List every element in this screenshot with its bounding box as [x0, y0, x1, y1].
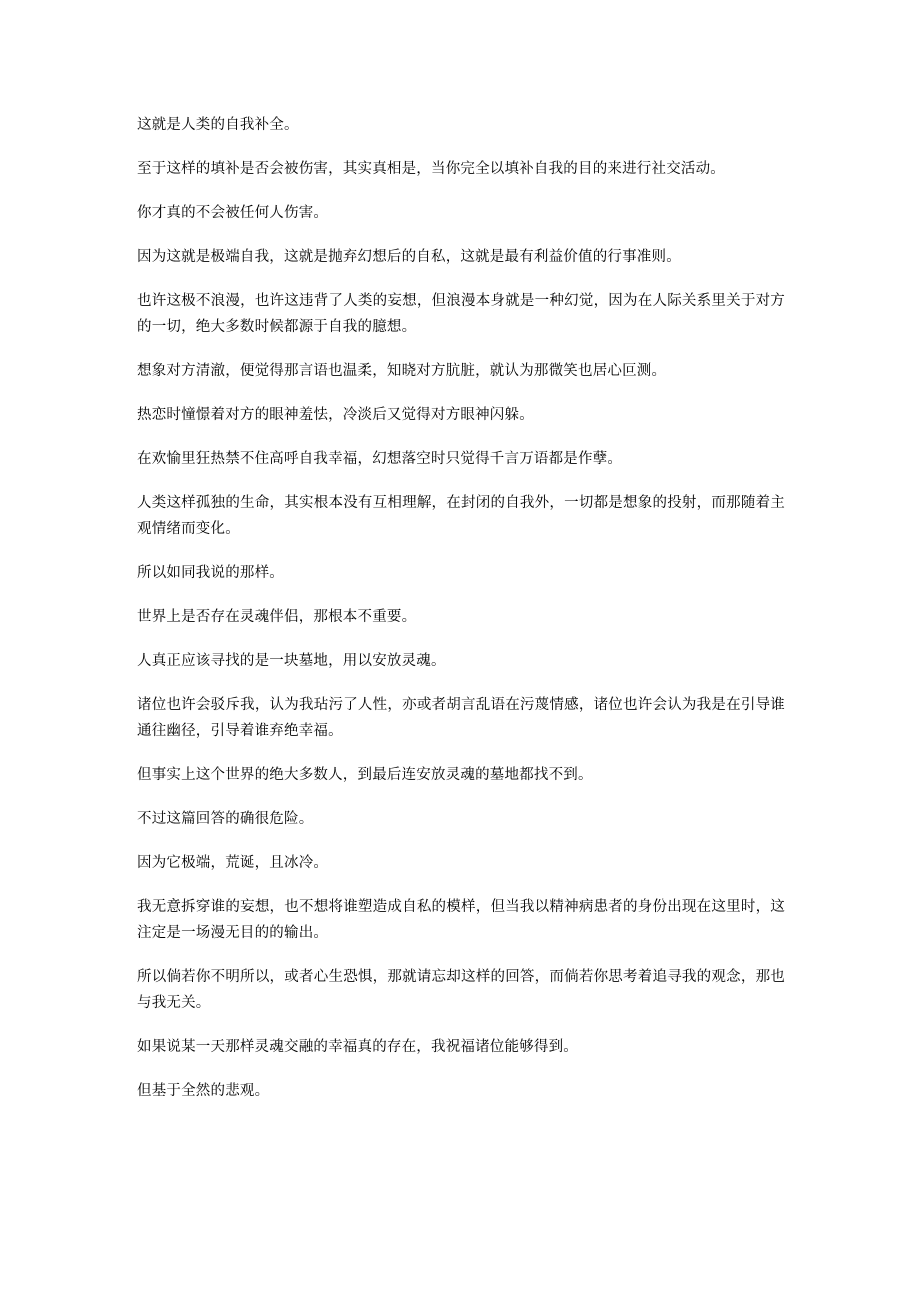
paragraph: 人真正应该寻找的是一块墓地，用以安放灵魂。 — [137, 653, 446, 669]
paragraph: 这就是人类的自我补全。 — [137, 117, 299, 133]
paragraph: 不过这篇回答的确很危险。 — [137, 811, 314, 827]
paragraph: 在欢愉里狂热禁不住高呼自我幸福，幻想落空时只觉得千言万语都是作孽。 — [137, 451, 623, 467]
paragraph: 人类这样孤独的生命，其实根本没有互相理解，在封闭的自我外，一切都是想象的投射，而那随着主观情绪而变化。 — [137, 495, 785, 537]
paragraph: 因为它极端，荒诞，且冰冷。 — [137, 855, 329, 871]
paragraph: 因为这就是极端自我，这就是抛弃幻想后的自私，这就是最有利益价值的行事准则。 — [137, 249, 681, 265]
paragraph: 诸位也许会驳斥我，认为我玷污了人性，亦或者胡言乱语在污蔑情感，诸位也许会认为我是在引导谁通往幽径，引导着谁弃绝幸福。 — [137, 697, 785, 739]
document-body — [137, 112, 785, 1122]
paragraph: 世界上是否存在灵魂伴侣，那根本不重要。 — [137, 609, 417, 625]
paragraph: 但基于全然的悲观。 — [137, 1083, 270, 1099]
paragraph: 但事实上这个世界的绝大多数人，到最后连安放灵魂的墓地都找不到。 — [137, 767, 593, 783]
paragraph: 你才真的不会被任何人伤害。 — [137, 205, 329, 221]
paragraph: 热恋时憧憬着对方的眼神羞怯，冷淡后又觉得对方眼神闪躲。 — [137, 407, 534, 423]
paragraph: 所以倘若你不明所以，或者心生恐惧，那就请忘却这样的回答，而倘若你思考着追寻我的观念，那也与我无关。 — [137, 969, 785, 1011]
paragraph: 想象对方清澈，便觉得那言语也温柔，知晓对方肮脏，就认为那微笑也居心叵测。 — [137, 363, 667, 379]
paragraph: 也许这极不浪漫，也许这违背了人类的妄想，但浪漫本身就是一种幻觉，因为在人际关系里关于对方的一切，绝大多数时候都源于自我的臆想。 — [137, 293, 785, 335]
paragraph: 至于这样的填补是否会被伤害，其实真相是，当你完全以填补自我的目的来进行社交活动。 — [137, 161, 725, 177]
paragraph: 我无意拆穿谁的妄想，也不想将谁塑造成自私的模样，但当我以精神病患者的身份出现在这里时，这注定是一场漫无目的的输出。 — [137, 899, 785, 941]
paragraph: 所以如同我说的那样。 — [137, 565, 284, 581]
paragraph: 如果说某一天那样灵魂交融的幸福真的存在，我祝福诸位能够得到。 — [137, 1039, 578, 1055]
